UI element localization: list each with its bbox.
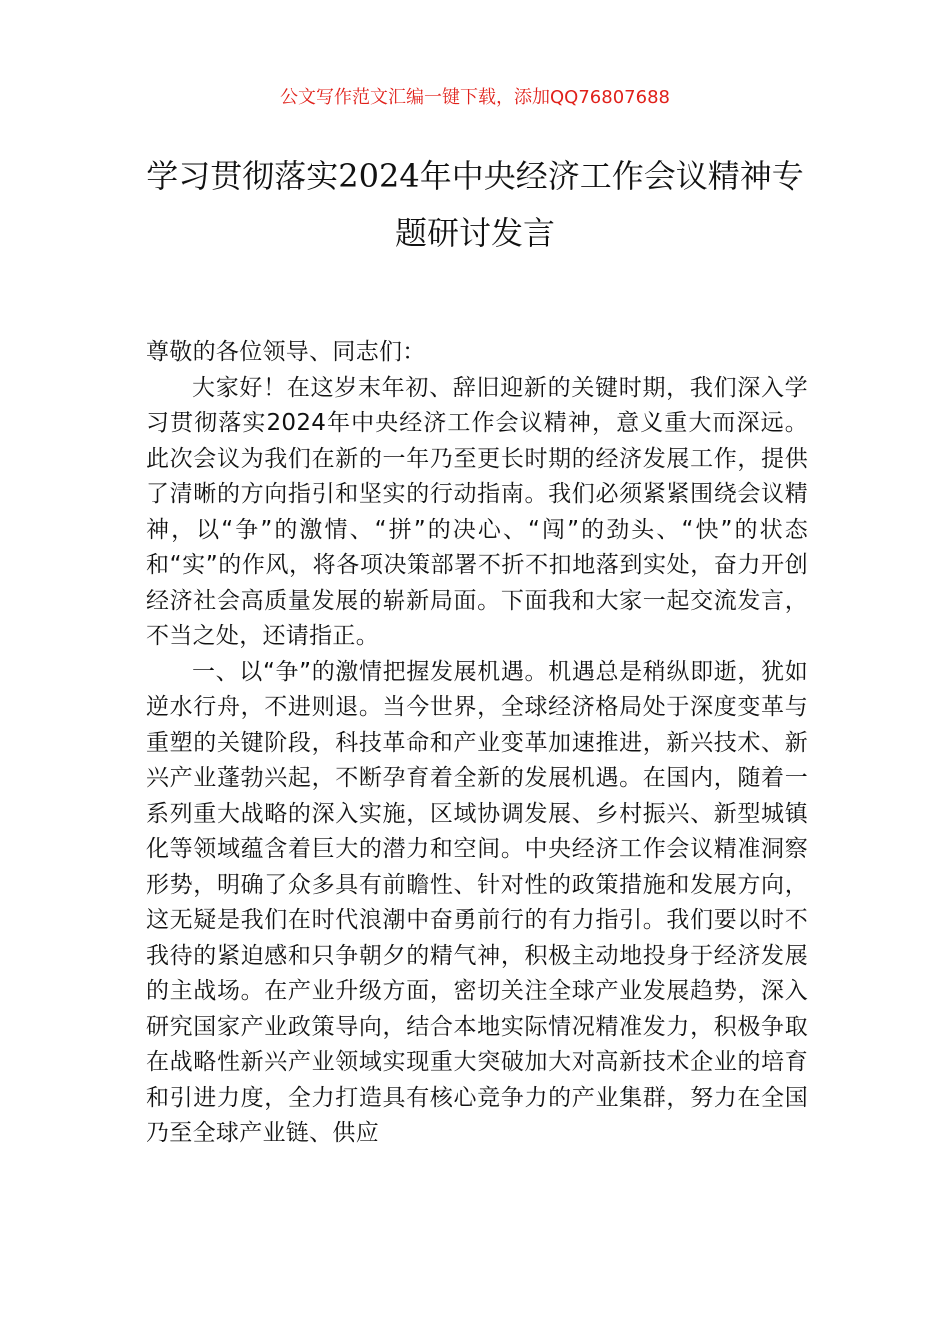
document-title: 学习贯彻落实2024年中央经济工作会议精神专题研讨发言 — [146, 157, 804, 252]
salutation: 尊敬的各位领导、同志们： — [146, 339, 426, 365]
download-banner: 公文写作范文汇编一键下载，添加QQ76807688 — [280, 87, 670, 108]
document-body — [146, 335, 808, 1152]
paragraph-section-one: 一、以“争”的激情把握发展机遇。机遇总是稍纵即逝，犹如逆水行舟，不进则退。当今世界，全球经济格局处于深度变革与重塑的关键阶段，科技革命和产业变革加速推进，新兴技术、新兴产业蓬勃兴起，不断孕育着全新的发展机遇。在国内，随着一系列重大战略的深入实施，区域协调发展、乡村振兴、新型城镇化等领域蕴含着巨大的潜力和空间。中央经济工作会议精准洞察形势，明确了众多具有前瞻性、针对性的政策措施和发展方向，这无疑是我们在时代浪潮中奋勇前行的有力指引。我们要以时不我待的紧迫感和只争朝夕的精气神，积极主动地投身于经济发展的主战场。在产业升级方面，密切关注全球产业发展趋势，深入研究国家产业政策导向，结合本地实际情况精准发力，积极争取在战略性新兴产业领域实现重大突破加大对高新技术企业的培育和引进力度，全力打造具有核心竞争力的产业集群，努力在全国乃至全球产业链、供应 — [146, 658, 808, 1146]
paragraph-opening: 大家好！在这岁末年初、辞旧迎新的关键时期，我们深入学习贯彻落实2024年中央经济工作会议精神，意义重大而深远。此次会议为我们在新的一年乃至更长时期的经济发展工作，提供了清晰的方向指引和坚实的行动指南。我们必须紧紧围绕会议精神，以“争”的激情、“拼”的决心、“闯”的劲头、“快”的状态和“实”的作风，将各项决策部署不折不扣地落到实处，奋力开创经济社会高质量发展的崭新局面。下面我和大家一起交流发言，不当之处，还请指正。 — [146, 374, 808, 649]
